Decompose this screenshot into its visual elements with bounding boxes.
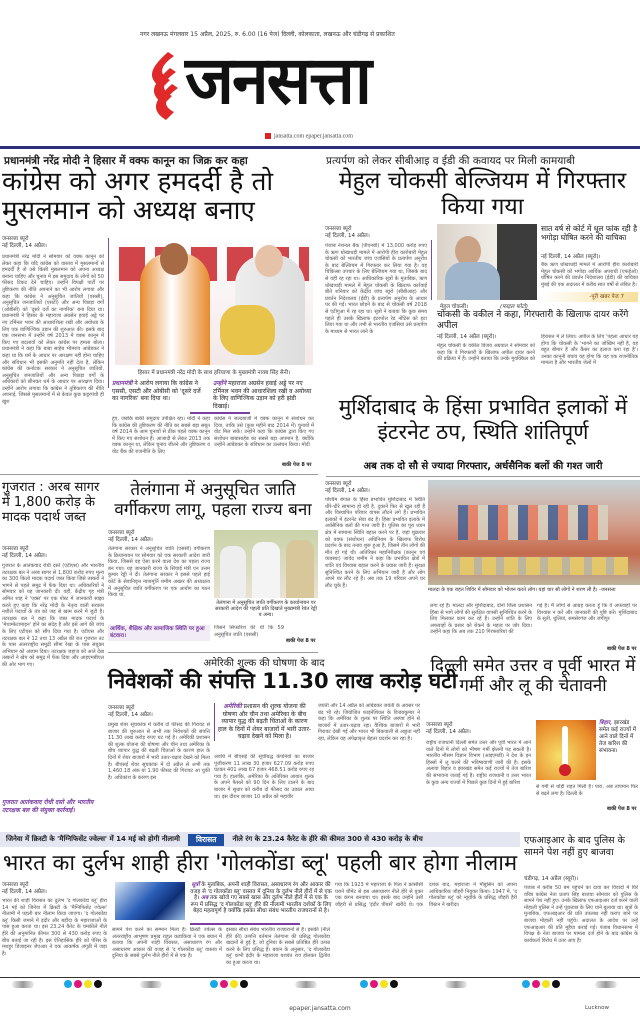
lead-right-kicker: प्रत्यर्पण को लेकर सीबीआइ व ईडी की कवायद पर मिली कामयाबी bbox=[326, 155, 575, 167]
quote-text: प्रशासन की शुल्क योजना की घोषणा और चीन तथा अमेरिका के बीच व्यापार युद्ध की बढ़ती चिंताओं के कारण हाल के दिनों में शेयर बाजारों में भारी उतार-चढ़ाव देखने को मिला है। bbox=[217, 703, 312, 740]
byline bbox=[2, 236, 47, 250]
byline-dateline: नई दिल्ली, 14 अप्रैल। bbox=[2, 243, 47, 249]
byline-dateline: नई दिल्ली, 14 अप्रैल। bbox=[108, 537, 153, 543]
lead-left-headline[interactable]: कांग्रेस को अगर हमदर्दी है तो मुसलमान को अध्यक्ष बनाए bbox=[2, 167, 274, 226]
byline bbox=[325, 226, 370, 240]
byline-dateline: नई दिल्ली, 14 अप्रैल। bbox=[108, 712, 153, 718]
murshidabad-headline[interactable]: मुर्शिदाबाद के हिंसा प्रभावित इलाकों में इंटरनेट ठप, स्थिति शांतिपूर्ण bbox=[338, 395, 628, 444]
pull-quote: गुजरात आतंकवाद रोधी दस्ते और भारतीय तटरक्षक बल की संयुक्त कार्रवाई। bbox=[2, 799, 94, 814]
pull-quote bbox=[213, 380, 313, 410]
article-body: लगा रहे हैं। मालदा और मुर्शिदाबाद, दोनों जिला प्रशासन हिंसा से भागे लोगों की सुरक्षित वापसी सुनिश्चित करने के लिए मिलकर काम कर रहे हैं। उन्होंने शांति के लिए अफवाहों के प्रसार को रोकने के महत्व पर जोर दिया। उन्होंने कहा कि अब तक 210 गिरफ्तारियां की bbox=[430, 603, 532, 636]
sub-dateline: नई दिल्ली, 14 अप्रैल (ब्यूरो)। bbox=[437, 334, 497, 340]
byline-dateline: नई दिल्ली, 14 अप्रैल। bbox=[325, 233, 370, 239]
byline-name: जनसत्ता ब्यूरो bbox=[2, 546, 29, 552]
golconda-blue-diamond-photo bbox=[115, 882, 185, 920]
quote-text: तक खोजे गए सबसे खास और दुर्लभ नीले हीरों में से एक के रूप में प्रसिद्ध 'द गोलकोंडा ब्लू' हीरे की नीलामी भारतीय दर्शकों के लिए बेहद महत्वपूर्ण है क्योंकि इसका सीधा संबंध भारतीय राजघरानों से है। bbox=[190, 895, 332, 914]
divider bbox=[431, 240, 432, 300]
quote-text: महाराजा अग्रसेन हवाई अड्डे पर नए टर्मिनल भवन की आधारशिला रखी व अयोध्या के लिए वाणिज्यिक उड़ान को हरी झंडी दिखाई। bbox=[213, 380, 312, 410]
byline bbox=[2, 882, 47, 896]
article-body: मेहुल चोकसी के वकील विजय अग्रवाल ने सोमवार को कहा कि वे गिरफ्तारी के खिलाफ अपील दायर करने की प्रक्रिया में हैं। उन्होंने बताया कि उनके मुवक्किल को bbox=[437, 343, 535, 363]
mehul-choksi-photo bbox=[437, 224, 537, 300]
byline bbox=[2, 546, 47, 560]
divider bbox=[108, 652, 318, 653]
byline-dateline: नई दिल्ली, 14 अप्रैल। bbox=[426, 729, 471, 735]
article-body: इसका सीधा संबंध भारतीय राजघरानों से है। इसकी (नीले हीरे की) उत्पत्ति वर्तमान तेलंगाना की प्रसिद्ध गोलकोंडा खदानों से हुई है, जो दुनिया के सबसे प्रतिष्ठित हीरे उत्पन्न करने के लिए प्रसिद्ध हैं। बयान के अनुसार, 'द गोलकोंडा ब्लू' कभी इंदौर के महाराजा यशवंत राव होलकर द्वितीय का हुआ करता था। bbox=[226, 927, 330, 966]
pull-quote bbox=[112, 380, 207, 403]
relief-camp-photo bbox=[428, 480, 640, 585]
edition-label: Lucknow bbox=[585, 1005, 610, 1011]
photo-caption: तेलंगाना में अनुसूचित जाति वर्गीकरण के कार्यान्वयन पर सरकारी आदेश की पहली प्रति दिखाते मुख्यमंत्री रेवंत रेड्डी व अन्य। bbox=[215, 600, 317, 618]
color-registration-dots bbox=[210, 980, 248, 988]
byline-name: जनसत्ता ब्यूरो bbox=[426, 722, 453, 728]
photo-caption: हिसार में प्रधानमंत्री नरेंद्र मोदी के साथ हरियाणा के मुख्यमंत्री नायब सिंह सैनी। bbox=[137, 370, 291, 376]
byline bbox=[108, 705, 153, 719]
pull-quote: आर्थिक, शैक्षिक और सामाजिक स्थिति पर हुआ बंटवारा। bbox=[108, 625, 210, 641]
sub-headline[interactable]: चोकसी के वकील ने कहा, गिरफ्तारी के खिलाफ दायर करेंगे अपील bbox=[437, 310, 629, 331]
bajwa-headline[interactable]: एफआइआर के बाद पुलिस के सामने पेश नहीं हुए बाजवा bbox=[524, 835, 625, 858]
article-body: राष्ट्रीय राजधानी दिल्ली समेत उत्तर और पूर्वी भारत में आने वाले दिनों में लोगों को भीषण गर्मी झेलनी पड़ सकती है। भारतीय मौसम विज्ञान विभाग (आइएमडी) ने देश के इन हिस्सों में लू चलने की भविष्यवाणी जारी की है। इसके अलावा बिहार व झारखंड समेत कई राज्यों में तेज बारिश की संभावना जताई गई है। राष्ट्रीय राजधानी व उत्तर भारत के कुछ अन्य राज्यों में पिछले कुछ दिनों में हुई बारिश bbox=[426, 740, 531, 786]
diamond-kicker-bar bbox=[0, 832, 520, 847]
diamond-headline[interactable]: भारत का दुर्लभ शाही हीरा 'गोलकोंडा ब्लू' पहली बार होगा नीलाम bbox=[2, 851, 518, 876]
article-body: गया कि 1923 में महाराजा के पिता ने फ्रांसीसी घराने चौमेट से इस असाधारण नीले हीरे से युक्त एक कंगन बनवाया था। इसके बाद उन्होंने उसी जौहरी से प्रसिद्ध 'इंदौर पीयर्स' खरीदे थे। एक दशक बाद, महाराजा ने मौबुसिन को अपना आधिकारिक जौहरी नियुक्त किया। 1947 में, 'द गोलकोंडा ब्लू' को न्यूयॉर्क के प्रसिद्ध जौहरी हैरी विंस्टन ने खरीदा। bbox=[335, 882, 517, 908]
byline bbox=[325, 481, 370, 495]
byline-dateline: नई दिल्ली, 14 अप्रैल। bbox=[2, 553, 47, 559]
continued-link[interactable]: बाकी पेज 8 पर bbox=[607, 646, 637, 652]
byline-dateline: नई दिल्ली, 14 अप्रैल। bbox=[2, 889, 47, 895]
quote-text: के मुताबिक, अपनी शाही विरासत, असाधारण रंग और आकार की वजह से 'द गोलकोंडा ब्लू' वास्तव में दुनिया के दुर्लभ नीले हीरों में से एक है। bbox=[190, 882, 332, 901]
article-body: से गर्मी से थोड़ी राहत मिली है। पारा, अब तापमान फिर से बढ़ने लगा है। दिल्ली के bbox=[536, 784, 638, 797]
website-text[interactable]: jansatta.com epaper.jansatta.com bbox=[274, 133, 353, 140]
color-registration-dots bbox=[64, 980, 102, 988]
article-body: पश्चिम बंगाल के हिंसा प्रभावित मुर्शिदाबाद में स्थिति धीरे-धीरे सामान्य हो रही है, दुकानें फिर से खुल रही हैं और विस्थापित परिवार वापस लौटने लगे हैं। प्रभावित इलाकों में इंटरनेट सेवा बंद है। हिंसा प्रभावित इलाके में अर्धसैनिक बलों की गश्त जारी है। पुलिस का पूरा ध्यान क्षेत्र में सामान्य स्थिति बहाल करने पर है, जहां शुक्रवार को वक्फ (संशोधन) अधिनियम के खिलाफ विरोध प्रदर्शन के बाद तनाव शुरू हुआ है, जिसमें तीन लोगों की मौत हो गई थी। अतिरिक्त महानिरीक्षक (कानून एवं व्यवस्था) जावेद शमीम ने कहा कि प्रभावित क्षेत्रों में शांति एवं विश्वास बहाल करने के प्रयास जारी हैं। सुरक्षा सुनिश्चित करने के लिए अभियान जारी है और लोग अपने घर लौट रहे हैं। अब तक 19 परिवार अपने घर लौट चुके हैं। bbox=[325, 497, 425, 589]
bar-right-text: नीले रंग के 23.24 कैरेट के हीरे की कीमत 300 से 430 करोड़ के बीच bbox=[232, 835, 423, 843]
lead-right-headline[interactable]: मेहुल चोकसी बेल्जियम में गिरफ्तार किया गया bbox=[338, 168, 627, 220]
article-body: अवधि में बीएसई की सूचीबद्ध कंपनियों का बाजार पूंजीकरण 11 लाख 30 हजार 627.09 करोड़ रुपए घटकर 401 लाख 67 हजार 468.51 करोड़ रुपए रह गया है। हालांकि, अमेरिका के अतिरिक्त आयात शुल्क के अपने फैसले को 90 दिन के लिए टालने के बाद बाजार में सुधार को करीब दो फीसद का उछाल आया था। इस दौरान बाजार 10 अप्रैल को महावीर bbox=[214, 754, 314, 800]
bar-left-text: जिनेवा में क्रिस्टी के 'मैग्निफिसेंट ज्वेल्स' में 14 मई को होगी नीलामी bbox=[6, 835, 180, 843]
quote-text: ने आरोप लगाया कि कांग्रेस ने एससी, एसटी और ओबीसी को 'दूसरे दर्जे का नागरिक' बना दिया था। bbox=[112, 380, 201, 402]
thermometer-photo bbox=[536, 720, 596, 780]
color-registration-dots bbox=[522, 980, 560, 988]
byline-name: जनसत्ता ब्यूरो bbox=[2, 882, 29, 888]
photo-caption: मेहुल चोकसी। bbox=[440, 304, 469, 310]
article-body: जिसने सिफारिश की थी कि 59 अनुसूचित जाति (एससी) bbox=[214, 625, 284, 638]
byline-name: जनसत्ता ब्यूरो bbox=[2, 236, 29, 242]
continued-link[interactable]: बाकी पेज 8 पर bbox=[286, 638, 316, 644]
divider bbox=[190, 923, 300, 925]
byline-name: जनसत्ता ब्यूरो bbox=[108, 705, 135, 711]
dateline: चंडीगढ़, 14 अप्रैल (ब्यूरो)। bbox=[524, 876, 579, 882]
full-story-text[interactable]: -पूरी खबर पेज 7 bbox=[589, 294, 624, 300]
article-body: प्रधानमंत्री नरेंद्र मोदी ने सोमवार को वक्फ कानून को लेकर कहा कि यदि कांग्रेस को वास्तव में मुसलमानों से हमदर्दी है तो उसे किसी मुसलमान को अपना अध्यक्ष बनाना चाहिए और चुनाव में इस समुदाय के लोगों को 50 फीसद टिकट देने चाहिए। उन्होंने विपक्षी पार्टी पर तुष्टिकरण की नीति अपनाने का भी आरोप लगाया और कहा कि कांग्रेस ने अनुसूचित जातियों (एससी), अनुसूचित जनजातियों (एसटी) और अन्य पिछड़ा वर्गों (ओबीसी) को 'दूसरे दर्जे का नागरिक' बना दिया था। प्रधानमंत्री ने हिसार के महाराजा अग्रसेन हवाई अड्डे पर नए टर्मिनल भवन की आधारशिला रखी और अयोध्या के लिए एक वाणिज्यिक उड़ान की शुरुआत की। इसके बाद एक जनसभा में उन्होंने वर्ष 2013 में वक्फ कानून में किए गए बदलावों को लेकर कांग्रेस पर हमला बोला। प्रधानमंत्री ने कहा कि बाबा साहेब भीमराव आंबेडकर ने कहा था कि धर्म के आधार पर आरक्षण नहीं होना चाहिए और संविधान भी इसकी अनुमति नहीं देता है, लेकिन कांग्रेस की कर्नाटक सरकार ने अनुसूचित जातियों, अनुसूचित जनजातियों और अन्य पिछड़ा वर्गों के अधिकारों को छीनकर धर्म के आधार पर आरक्षण दिया। उन्होंने आरोप लगाया कि कांग्रेस ने तुष्टिकरण की नीति अपनाई, जिससे मुसलमानों में से केवल कुछ कट्टरपंथी ही खुश bbox=[2, 254, 104, 406]
jansatta-icon bbox=[265, 133, 271, 139]
article-body: पंजाब नेशनल बैंक (पीएनबी) में 13,000 करोड़ रुपए के ऋण धोखाधड़ी मामले में आरोपी हीरा कारोबारी मेहुल चोकसी को भारतीय जांच एजंसियों के प्रत्यर्पण अनुरोध के बाद बेल्जियम में गिरफ्तार कर लिया गया है। वह चिकित्सा उपचार के लिए बेल्जियम गया था, जिसके बाद से वहीं रह रहा था। आधिकारिक सूत्रों के मुताबिक, ऋण धोखाधड़ी मामले में मेहुल चोकसी के खिलाफ कार्रवाई बीते शनिवार को केंद्रीय जांच ब्यूरो (सीबीआइ) और प्रवर्तन निदेशालय (ईडी) के प्रत्यर्पण अनुरोध के आधार पर की गई। भारत छोड़ने के बाद से चोकसी वर्ष 2018 से एंटीगुआ में रह रहा था। सूत्रों ने बताया कि कुछ समय पहले ही उसके खिलाफ इंटरपोल रेड नोटिस को हटा लिया गया था और तभी से भारतीय एजंसियां उसे प्रत्यर्पण के माध्यम से भारत लाने के bbox=[325, 243, 427, 335]
divider bbox=[108, 238, 109, 388]
side-headline[interactable]: सात वर्ष से कोर्ट में धूल फांक रही है भगोड़ा घोषित करने की याचिका bbox=[541, 224, 638, 242]
article-body: भारत की शाही विरासत का दुर्लभ 'द गोलकोंडा ब्लू' हीरा 14 मई को जिनेवा में क्रिस्टी के 'मैग्निफिसेंट ज्वेल्स' नीलामी में पहली बार नीलाम किया जाएगा। 'द गोलकोंडा ब्लू' किसी जमाने में इंदौर और बड़ौदा के महाराजाओं के पास हुआ करता था। इस 23.24 कैरेट के चमकीले नीले हीरे की अनुमानित कीमत 300 से 430 करोड़ रुपए के बीच बताई जा रही है। इस ऐतिहासिक हीरे को पेरिस के मशहूर डिजाइनर जेएआर ने एक आकर्षक अंगूठी में जड़ा है। bbox=[2, 898, 107, 957]
article-body: गई हैं। मैं लोगों से आग्रह करता हूं कि वे अफवाहों पर विश्वास न करें और जानकारी की पुष्टि करें। मुर्शिदाबाद के सूती, धुलियां, समसेरगंज और जंगीपुर bbox=[537, 603, 637, 623]
investors-headline[interactable]: निवेशकों की संपत्ति 11.30 लाख करोड़ घटी bbox=[108, 669, 458, 693]
registration-mark bbox=[595, 981, 617, 988]
byline bbox=[426, 722, 471, 736]
article-body: तेलंगाना सरकार ने अनुसूचित जाति (एससी) वर्गीकरण के क्रियान्वयन पर सोमवार को एक सरकारी आदेश जारी किया, जिससे वह ऐसा करने वाला देश का पहला राज्य बन गया। यह जानकारी राज्य के सिंचाई मंत्री एन उत्तम कुमार रेड्डी ने दी। तेलंगाना सरकार ने इससे पहले हाई कोर्ट के सेवानिवृत्त न्यायमूर्ति शमीम अख्तर की अध्यक्षता में अनुसूचित जाति वर्गीकरण पर एक आयोग का गठन किया था, bbox=[108, 546, 210, 599]
article-body: हुए, जबकि बाकी समुदाय उपेक्षित रहा। मोदी ने कहा कि कांग्रेस की तुष्टिकरण की नीति का सबसे बड़ा सबूत वर्ष 2014 के आम चुनावों से ठीक पहले वक्फ कानून में किए गए संशोधन हैं। आजादी से लेकर 2013 तक वक्फ कानून था, लेकिन चुनाव जीतने और तुष्टिकरण व वोट बैंक की राजनीति के लिए bbox=[112, 416, 210, 455]
article-body: पंजाब में करीब 50 बम पहुंचने का दावा कर विवादों में घिरे वरिष्ठ कांग्रेस नेता प्रताप सिंह बाजवा सोमवार को पुलिस के सामने पेश नहीं हुए। उनके खिलाफ एफआइआर दर्ज करने वाली मोहाली पुलिस ने उन्हें पूछताछ के लिए थाने बुलाया था। सूत्रों के मुताबिक, एफआइआर की प्रति उपलब्ध नहीं कराए जाने पर बाजवा मोहाली नहीं पहुंचे। अदालत के आदेश पर उन्हें एफआइआर की प्रति मुहैया कराई गई। पंजाब विधानसभा में विपक्ष के नेता बाजवा पर मामला दर्ज होने के बाद कांग्रेस के कार्यकर्ता विरोध में उतर आए हैं। bbox=[524, 885, 638, 944]
modi-saini-photo bbox=[115, 235, 313, 365]
registration-mark bbox=[12, 981, 34, 988]
masthead-rule bbox=[0, 146, 640, 149]
divider bbox=[0, 474, 318, 475]
footer-epaper-link[interactable]: epaper.jansatta.com bbox=[289, 1005, 351, 1012]
logo-flame-icon bbox=[140, 48, 190, 123]
lead-left-kicker: प्रधानमंत्री नरेंद्र मोदी ने हिसार में वक्फ कानून का जिक्र कर कहा bbox=[4, 155, 248, 167]
quote-lead: अमेरिकी bbox=[223, 703, 242, 710]
website-links[interactable] bbox=[265, 133, 353, 139]
telangana-headline[interactable]: तेलंगाना में अनुसूचित जाति वर्गीकरण लागू, पहला राज्य बना bbox=[114, 480, 312, 520]
article-body: गुजरात के आतंकवाद रोधी दस्ते (एटीएस) और भारतीय तटरक्षक बल ने अरब सागर से 1,800 करोड़ रुपए मूल्य का 300 किलो मादक पदार्थ जब्त किया जिसे तस्करों ने भागने से पहले समुद्र में फेंक दिया था। अधिकारियों ने सोमवार को यह जानकारी दी। वहीं, केंद्रीय गृह मंत्री अमित शाह ने 'एक्स' पर एक पोस्ट में जानकारी साझा करते हुए कहा कि नरेंद्र मोदी के नेतृत्व वाली सरकार नशीले पदार्थों के तंत्र को जड़ से खत्म करने में जुटी है। तटरक्षक बल ने कहा कि जब्त मादक पदार्थ के 'मेथाम्फेटामाइन' होने का संदेह है और इसे आगे की जांच के लिए एटीएस को सौंप दिया गया है। एटीएस और तटरक्षक बल ने 12 तथा 13 अप्रैल की रात गुजरात तट के पास अंतरराष्ट्रीय समुद्री सीमा रेखा के पास संयुक्त अभियान को अंजाम दिया। तटरक्षक जहाज को आते देख तस्करों ने खेप को समुद्र में फेंक दिया और आइएमबीएल की ओर भाग गए। bbox=[2, 563, 104, 668]
photo-caption: मालदा के एक राहत शिविर में सोमवार को भोजन करते लोग। यहां चार सौ लोगों ने शरण ली है। -जनसत्ता bbox=[428, 587, 616, 593]
article-body: प्रमुख शेयर सूचकांक में करीब दो फीसद की गिरावट से बाजार की शुरुआत से अभी तक निवेशकों की संपत्ति 11.30 लाख करोड़ रुपए घट गई है। अमेरिकी प्रशासन की शुल्क योजना की घोषणा और चीन तथा अमेरिका के बीच व्यापार युद्ध की बढ़ती चिंताओं के कारण हाल के दिनों में शेयर बाजारों में भारी उतार-चढ़ाव देखने को मिला है। बीएसई शेयर सूचकांक में दो अप्रैल से अभी तक 1,460.18 अंक या 1.90 फीसद की गिरावट आ चुकी है। अधिकांश के कारण इस bbox=[108, 722, 210, 781]
article-body: हिरासत में ले लिया। अपील के लिए 'पहला आधार यह होगा कि चोकसी के 'भागने का जोखिम नहीं है, वह बहुत बीमार है और कैंसर का इलाज करा रहा है'। उनका कानूनी बचाव यह होगा कि यह एक राजनीतिक मामला है और भारतीय जेलों में bbox=[541, 334, 638, 367]
quote-lead: प्रधानमंत्री bbox=[112, 380, 133, 387]
quote-lead: उन्होंने bbox=[213, 380, 227, 387]
registration-mark bbox=[295, 981, 317, 988]
side-dateline: नई दिल्ली, 14 अप्रैल (ब्यूरो)। bbox=[541, 254, 601, 260]
photo-credit: (फाइल फोटो) bbox=[500, 304, 528, 310]
telangana-photo bbox=[214, 530, 318, 598]
quote-lead: सूत्रों bbox=[191, 882, 200, 888]
registration-mark bbox=[445, 981, 467, 988]
heritage-tag: विरासत bbox=[188, 834, 224, 846]
byline bbox=[108, 530, 153, 544]
logo-text: जनसत्ता bbox=[185, 41, 370, 119]
footer-rule bbox=[0, 977, 640, 978]
continued-link[interactable]: बाकी पेज 8 पर bbox=[607, 806, 637, 812]
quote-lead: अब bbox=[200, 895, 209, 901]
byline-name: जनसत्ता ब्यूरो bbox=[108, 530, 135, 536]
divider bbox=[190, 412, 250, 414]
masthead-logo bbox=[140, 41, 510, 123]
article-body: सामने पेश करने का सम्मान मिला है। क्रिस्टी ज्वेल्स के अंतरराष्ट्रीय आभूषण प्रमुख राहुल कडाकिया ने एक बयान में बताया कि अपनी शाही विरासत, असाधारण रंग और असाधारण आकार की वजह से 'द गोलकोंडा ब्लू' वास्तव में दुनिया के सबसे दुर्लभ नीले हीरों में से एक है। bbox=[112, 927, 222, 960]
pull-quote bbox=[214, 703, 312, 741]
dateline: नगर लखनऊ मंगलवार 15 अप्रैल, 2025, रु. 6.00 (16 पेज) दिल्ली, कोलकाता, लखनऊ और चंडीगढ़ से प्रकाशित bbox=[140, 31, 395, 38]
side-body: बैंक ऋण धोखाधड़ी मामले में आरोपी हीरा कारोबारी मेहुल चोकसी को भगोड़ा आर्थिक अपराधी (एफईओ) घोषित करने की प्रवर्तन निदेशालय (ईडी) की याचिका मुंबई की एक अदालत में करीब सात वर्षों से लंबित है। bbox=[541, 262, 638, 288]
full-story-link[interactable] bbox=[541, 292, 638, 302]
byline-name: जनसत्ता ब्यूरो bbox=[325, 226, 352, 232]
color-registration-dots bbox=[360, 980, 398, 988]
pull-quote bbox=[599, 720, 640, 755]
continued-link[interactable]: बाकी पेज 8 पर bbox=[282, 462, 312, 468]
heatwave-headline[interactable]: दिल्ली समेत उत्तर व पूर्वी भारत में गर्मी और लू की चेतावनी bbox=[430, 656, 636, 696]
byline-dateline: नई दिल्ली, 14 अप्रैल। bbox=[325, 488, 370, 494]
murshidabad-subhead: अब तक दो सौ से ज्यादा गिरफ्तार, अर्धसैनिक बलों की गश्त जारी bbox=[363, 461, 603, 472]
article-body: कांग्रेस ने जल्दबाजी में वक्फ कानून में संशोधन कर दिया, ताकि उसे (कुछ महीने बाद 2014 में) चुनावों में वोट मिल सकें। उन्होंने कहा कि कांग्रेस द्वारा किए गए संशोधन बाबासाहेब का सबसे बड़ा अपमान है, क्योंकि उन्होंने आंबेडकर के संविधान का उल्लंघन किया। मोदी bbox=[214, 416, 314, 449]
byline-name: जनसत्ता ब्यूरो bbox=[325, 481, 352, 487]
investors-kicker: अमेरिकी शुल्क की घोषणा के बाद bbox=[203, 658, 325, 669]
quote-text: झारखंड समेत कई राज्यों में आने वाले दिनों में तेज बारिश की संभावना। bbox=[599, 720, 637, 754]
divider bbox=[326, 476, 640, 477]
pull-quote bbox=[190, 882, 332, 915]
quote-lead: बिहार, bbox=[599, 720, 613, 726]
registration-mark bbox=[140, 981, 162, 988]
gujarat-headline[interactable]: गुजरात : अरब सागर में 1,800 करोड़ के मादक पदार्थ जब्त bbox=[2, 480, 100, 525]
article-body: जयंती और 14 अप्रैल को आंबेडकर जयंती के अवसर पर बंद भी रहे। जियोजित फाइनेंशियल के विजयकुमार ने कहा कि अमेरिका के शुल्क पर स्थिति अस्पष्ट होने से बाजारों में उतार-चढ़ाव रहा। वैश्विक बाजारों में भारी गिरावट देखी गई और भारत भी बिकवाली से अछूता नहीं रहा, लेकिन यह अपेक्षाकृत बेहतर प्रदर्शन कर रहा है। bbox=[318, 703, 420, 742]
